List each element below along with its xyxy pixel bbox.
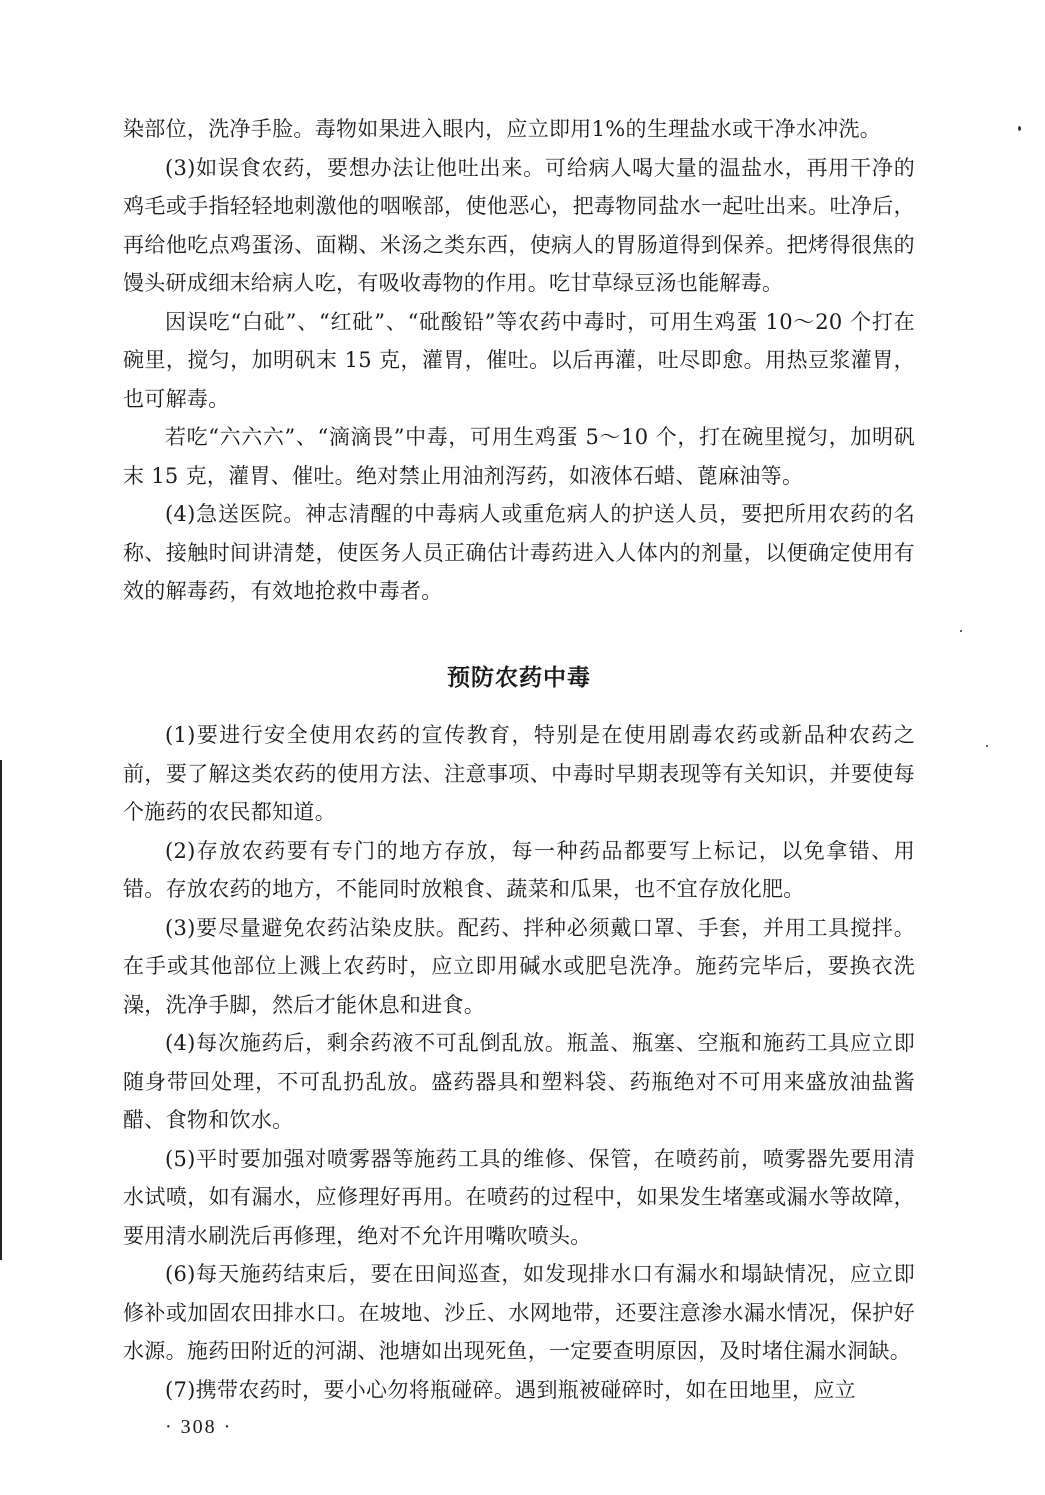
section-heading: 预防农药中毒 <box>447 665 591 691</box>
bottom-text-block <box>123 716 915 1409</box>
paragraph-666: 若吃“六六六”、“滴滴畏”中毒，可用生鸡蛋 5～10 个，打在碗里搅匀，加明矾末 15 克，灌胃、催吐。绝对禁止用油剂泻药，如液体石蜡、蓖麻油等。 <box>123 425 915 488</box>
scan-left-edge <box>0 760 2 1260</box>
paragraph-continuation: 染部位，洗净手脸。毒物如果进入眼内，应立即用1%的生理盐水或干净水冲洗。 <box>123 117 882 141</box>
prevention-item-7: (7)携带农药时，要小心勿将瓶碰碎。遇到瓶被碰碎时，如在田地里，应立 <box>165 1377 856 1402</box>
paragraph-arsenic: 因误吃“白砒”、“红砒”、“砒酸铅”等农药中毒时，可用生鸡蛋 10～20 个打在碗里，搅匀，加明矾末 15 克，灌胃，催吐。以后再灌，吐尽即愈。用热豆浆灌胃，也可解毒。 <box>123 309 915 411</box>
paragraph-item-3: (3)如误食农药，要想办法让他吐出来。可给病人喝大量的温盐水，再用干净的鸡毛或手指轻轻地刺激他的咽喉部，使他恶心，把毒物同盐水一起吐出来。吐净后，再给他吃点鸡蛋汤、面糊、米汤之类东西，使病人的胃肠道得到保养。把烤得很焦的馒头研成细末给病人吃，有吸收毒物的作用。吃甘草绿豆汤也能解毒。 <box>123 155 915 295</box>
page-number: · 308 · <box>165 1416 233 1438</box>
paragraph-item-4: (4)急送医院。神志清醒的中毒病人或重危病人的护送人员，要把所用农药的名称、接触时间讲清楚，使医务人员正确估计毒药进入人体内的剂量，以便确定使用有效的解毒药，有效地抢救中毒者。 <box>123 502 915 603</box>
top-text-block <box>123 110 915 611</box>
scan-speck <box>960 630 962 632</box>
prevention-item-2: (2)存放农药要有专门的地方存放，每一种药品都要写上标记，以免拿错、用错。存放农药的地方，不能同时放粮食、蔬菜和瓜果，也不宜存放化肥。 <box>123 838 915 901</box>
scan-speck <box>1018 126 1021 131</box>
prevention-item-6: (6)每天施药结束后，要在田间巡查，如发现排水口有漏水和塌缺情况，应立即修补或加固农田排水口。在坡地、沙丘、水网地带，还要注意渗水漏水情况，保护好水源。施药田附近的河湖、池塘如出现死鱼，一定要查明原因，及时堵住漏水洞缺。 <box>123 1262 915 1363</box>
scan-speck <box>986 745 988 747</box>
prevention-item-1: (1)要进行安全使用农药的宣传教育，特别是在使用剧毒农药或新品种农药之前，要了解这类农药的使用方法、注意事项、中毒时早期表现等有关知识，并要使每个施药的农民都知道。 <box>123 723 915 824</box>
prevention-item-3: (3)要尽量避免农药沾染皮肤。配药、拌种必须戴口罩、手套，并用工具搅拌。在手或其他部位上溅上农药时，应立即用碱水或肥皂洗净。施药完毕后，要换衣洗澡，洗净手脚，然后才能休息和进食。 <box>123 915 915 1017</box>
prevention-item-5: (5)平时要加强对喷雾器等施药工具的维修、保管，在喷药前，喷雾器先要用清水试喷，如有漏水，应修理好再用。在喷药的过程中，如果发生堵塞或漏水等故障，要用清水刷洗后再修理，绝对不允许用嘴吹喷头。 <box>123 1146 915 1248</box>
prevention-item-4: (4)每次施药后，剩余药液不可乱倒乱放。瓶盖、瓶塞、空瓶和施药工具应立即随身带回处理，不可乱扔乱放。盛药器具和塑料袋、药瓶绝对不可用来盛放油盐酱醋、食物和饮水。 <box>123 1031 915 1132</box>
